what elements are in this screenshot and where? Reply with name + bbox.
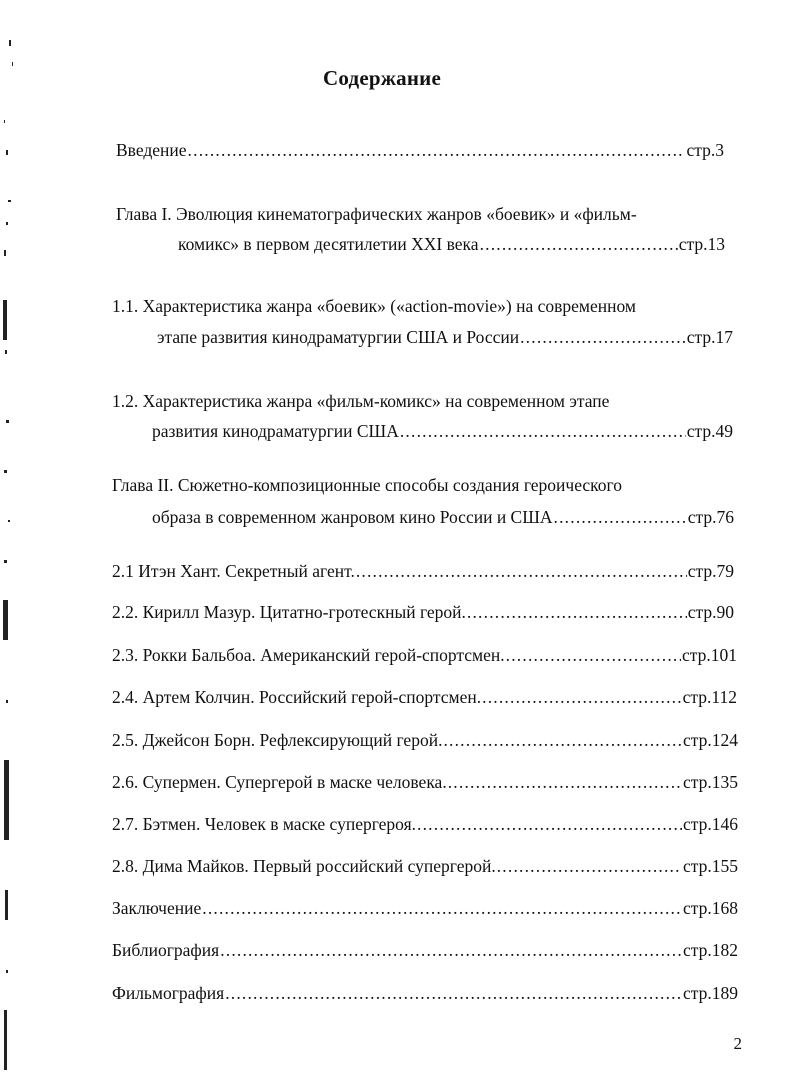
leader-dots [400, 420, 686, 442]
page-title: Содержание [323, 66, 441, 90]
toc-entry-filmography [112, 982, 738, 1004]
leader-dots [480, 233, 678, 255]
scan-binding-marks [0, 0, 22, 1085]
toc-page-ref: стр.182 [682, 940, 738, 960]
toc-entry-conclusion [112, 897, 738, 919]
toc-label: 2.6. Супермен. Супергерой в маске человека. [112, 772, 447, 792]
toc-entry-section-1-2-line1: 1.2. Характеристика жанра «фильм-комикс» на современном этапе [112, 391, 610, 411]
leader-dots [188, 139, 686, 161]
toc-entry-section-2-4 [112, 686, 737, 708]
toc-label: 2.2. Кирилл Мазур. Цитатно-гротескный герой. [112, 602, 466, 622]
toc-entry-section-2-1 [112, 560, 734, 582]
leader-dots [448, 771, 682, 793]
toc-page-ref: стр.146 [682, 814, 738, 834]
toc-page-ref: стр.101 [681, 645, 737, 665]
toc-label: 2.8. Дима Майков. Первый российский супергерой. [112, 856, 496, 876]
toc-label: комикс» в первом десятилетии XXI века [178, 234, 479, 254]
leader-dots [202, 897, 682, 919]
leader-dots [554, 506, 687, 528]
toc-label: 2.3. Рокки Бальбоа. Американский герой-спортсмен. [112, 645, 505, 665]
toc-label: 2.4. Артем Колчин. Российский герой-спортсмен. [112, 687, 482, 707]
leader-dots [225, 982, 682, 1004]
toc-label: 2.1 Итэн Хант. Секретный агент. [112, 561, 355, 581]
leader-dots [467, 601, 687, 623]
toc-label: этапе развития кинодраматургии США и России [157, 327, 520, 347]
leader-dots [506, 644, 681, 666]
toc-entry-section-1-1 [157, 326, 733, 348]
toc-entry-chapter1 [178, 233, 725, 255]
toc-page-ref: стр.79 [687, 561, 734, 581]
toc-page-ref: стр.168 [682, 898, 738, 918]
toc-page-ref: стр.135 [682, 772, 738, 792]
toc-entry-section-2-2 [112, 601, 734, 623]
toc-label: развития кинодраматургии США [152, 421, 399, 441]
leader-dots [356, 560, 687, 582]
toc-page-ref: стр.13 [678, 234, 725, 254]
leader-dots [497, 855, 682, 877]
toc-label: Введение [116, 140, 187, 160]
toc-page-ref: стр.90 [687, 602, 734, 622]
toc-entry-section-1-1-line1: 1.1. Характеристика жанра «боевик» («action-movie») на современном [112, 296, 636, 316]
toc-entry-chapter2 [152, 506, 734, 528]
toc-label: 2.7. Бэтмен. Человек в маске супергероя. [112, 814, 417, 834]
leader-dots [482, 686, 682, 708]
toc-entry-section-2-3 [112, 644, 737, 666]
toc-label: образа в современном жанровом кино России и США [152, 507, 553, 527]
toc-page-ref: стр.3 [686, 140, 724, 160]
toc-entry-chapter1-line1: Глава I. Эволюция кинематографических жанров «боевик» и «фильм- [116, 204, 637, 224]
toc-page-ref: стр.155 [682, 856, 738, 876]
toc-entry-intro [116, 139, 724, 161]
leader-dots [417, 813, 682, 835]
toc-label: Заключение [112, 898, 202, 918]
toc-entry-bibliography [112, 939, 738, 961]
toc-page-ref: стр.17 [686, 327, 733, 347]
toc-entry-section-2-7 [112, 813, 738, 835]
toc-page-ref: стр.124 [682, 730, 738, 750]
leader-dots [220, 939, 682, 961]
toc-entry-chapter2-line1: Глава II. Сюжетно-композиционные способы создания героического [112, 475, 623, 495]
toc-entry-section-2-5 [112, 729, 738, 751]
toc-label: Фильмография [112, 983, 225, 1003]
leader-dots [443, 729, 682, 751]
toc-page-ref: стр.49 [686, 421, 733, 441]
page-number: 2 [733, 1034, 742, 1053]
toc-page-ref: стр.76 [687, 507, 734, 527]
toc-page-ref: стр.189 [682, 983, 738, 1003]
toc-entry-section-2-8 [112, 855, 738, 877]
toc-entry-section-2-6 [112, 771, 738, 793]
toc-label: 2.5. Джейсон Борн. Рефлексирующий герой. [112, 730, 443, 750]
toc-label: Библиография [112, 940, 220, 960]
leader-dots [520, 326, 686, 348]
toc-page-ref: стр.112 [682, 687, 737, 707]
toc-entry-section-1-2 [152, 420, 733, 442]
